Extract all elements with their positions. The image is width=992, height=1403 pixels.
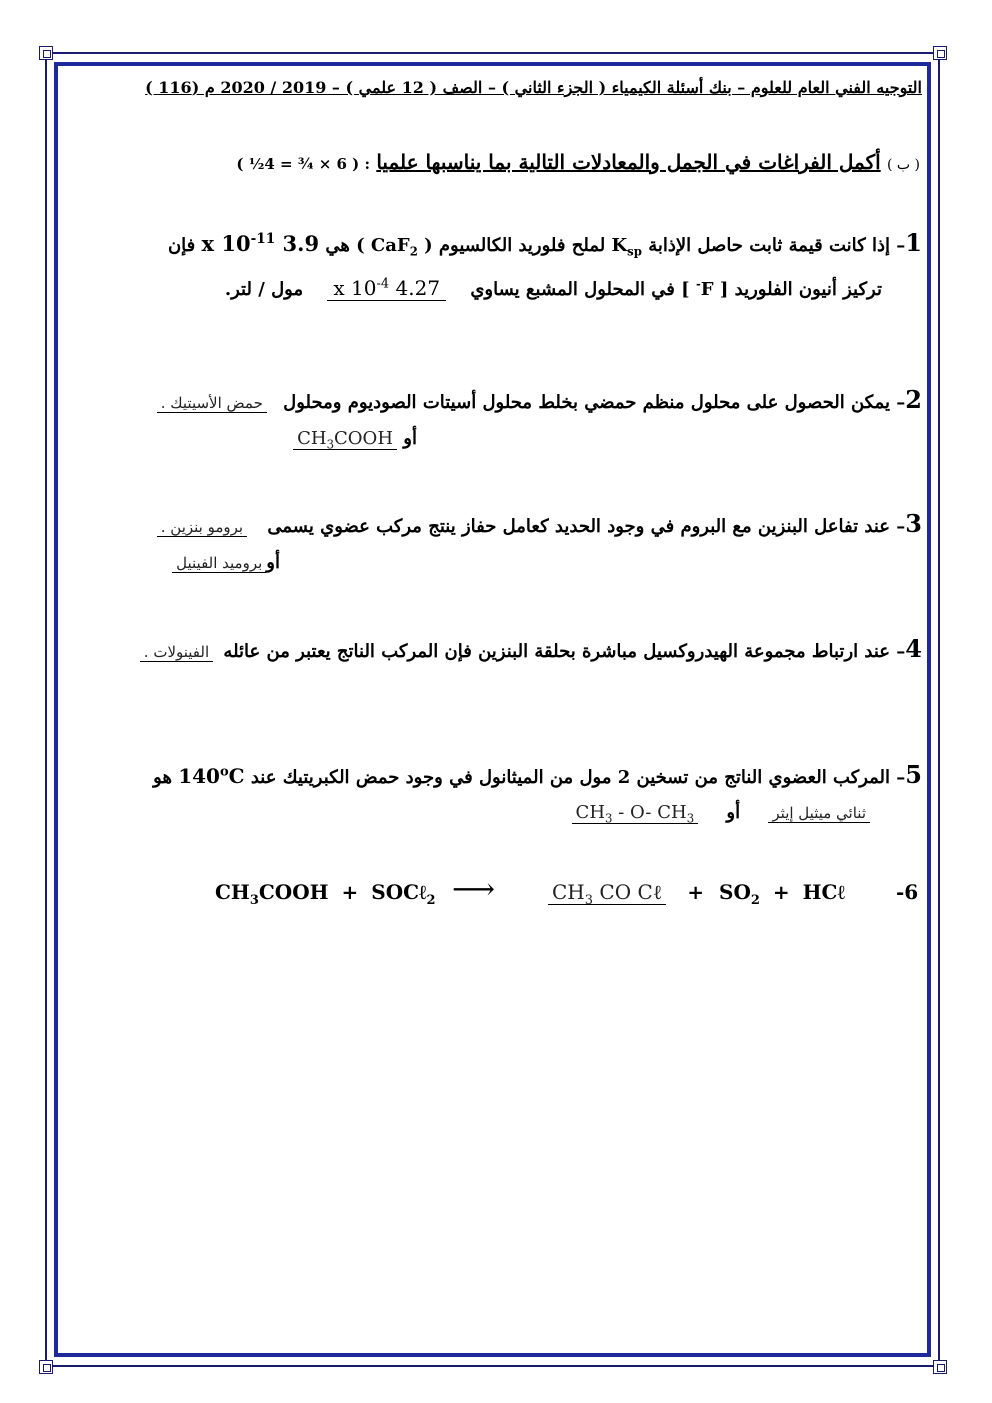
question-1-line-1: 1– إذا كانت قيمة ثابت حاصل الإذابة $K_{sp}$ لملح فلوريد الكالسيوم ( CaF$_2$ ) هي 3.9 x $10^{-11}$ فإن [167,228,922,259]
equation-products: $CH_3$ CO Cℓ + $SO_2$ + HCℓ [548,880,845,908]
answer-6: $CH_3$ CO Cℓ [548,880,666,905]
answer-3: برومو بنزين . [157,518,247,537]
corner-ornament [933,1360,947,1374]
question-4-line-1: 4– عند ارتباط مجموعة الهيدروكسيل مباشرة بحلقة البنزين فإن المركب الناتج يعتبر من عائله الفينولات . [140,634,922,663]
question-1-line-2: تركيز أنيون الفلوريد [ F- ] في المحلول المشبع يساوي 4.27 x $10^{-4}$ مول / لتر. [224,276,882,300]
question-3-line-2: أوبروميد الفينيل [172,552,280,573]
answer-3-alt: بروميد الفينيل [172,554,266,573]
answer-5: ثنائي ميثيل إيثر [768,804,870,823]
answer-1: 4.27 x $10^{-4}$ [327,276,446,301]
question-number: 1 [905,228,922,257]
corner-ornament [39,1360,53,1374]
answer-2: حمض الأسيتيك . [157,394,267,413]
section-heading: أكمل الفراغات في الجمل والمعادلات التالية بما يناسبها علميا [376,150,881,174]
answer-5-alt: $CH_3 - O-$ $CH_3$ [572,802,699,824]
section-prefix: ( ب ) [886,157,920,173]
equation-reactants: $CH_3COOH$ + SOCℓ$_2$ [215,880,436,908]
salt-formula: CaF$_2$ [370,235,418,259]
corner-ornament [39,46,53,60]
answer-4: الفينولات . [140,643,213,662]
question-number: 3 [905,509,922,538]
question-number: 5 [905,760,922,789]
ksp-symbol: $K_{sp}$ [611,235,642,259]
question-6-number: -6 [896,880,919,904]
question-number: 4 [905,634,922,663]
reactant-acetic-acid: $CH_3COOH$ [215,880,329,908]
question-2-line-1: 2– يمكن الحصول على محلول منظم حمضي بخلط محلول أسيتات الصوديوم ومحلول حمض الأسيتيك . [157,385,922,414]
section-title [236,150,920,174]
reaction-arrow: ⟶ [452,872,496,907]
page-header: التوجيه الفني العام للعلوم – بنك أسئلة الكيمياء ( الجزء الثاني ) – الصف ( 12 علمي ) – 2019 / 2020 م (116 ) [145,78,922,97]
question-3-line-1: 3– عند تفاعل البنزين مع البروم في وجود الحديد كعامل حفاز ينتج مركب عضوي يسمى برومو بنزين . [157,509,922,538]
product-so2: $SO_2$ [719,880,760,908]
fluoride-ion: F- [695,277,714,300]
answer-2-alt: $CH_3COOH$ [293,428,397,450]
ksp-value: 3.9 x $10^{-11}$ [201,231,320,256]
reactant-thionyl-chloride: SOCℓ$_2$ [371,880,436,908]
section-marks: : ( 6 × ¾ = 4½ ) [236,155,371,173]
question-5-line-1: 5– المركب العضوي الناتج من تسخين 2 مول من الميثانول في وجود حمض الكبريتيك عند 140$^o$C هو [153,760,922,789]
question-number: 2 [905,385,922,414]
question-5-line-2: ثنائي ميثيل إيثر أو $CH_3 - O-$ $CH_3$ [572,802,870,826]
product-hcl: HCℓ [802,880,845,904]
question-2-line-2: أو $CH_3COOH$ [293,428,417,452]
temperature: 140$^o$C [178,764,245,788]
corner-ornament [933,46,947,60]
